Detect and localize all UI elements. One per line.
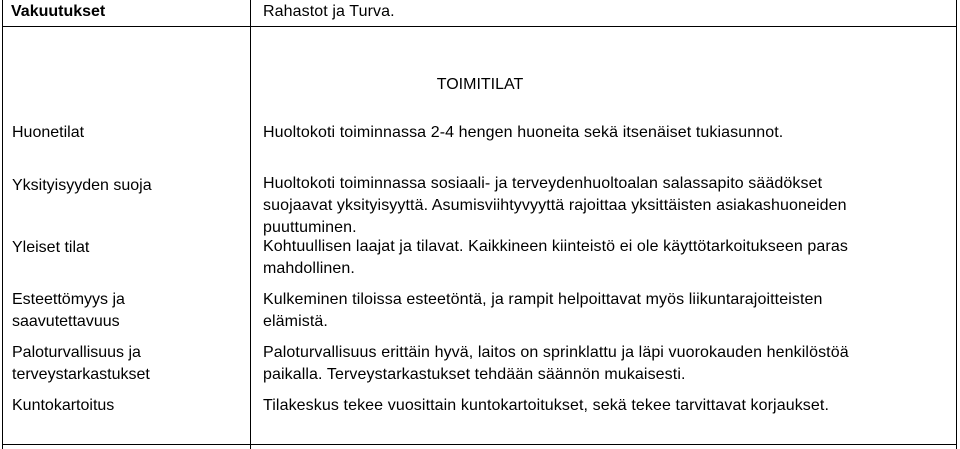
row-value-line: Paloturvallisuus erittäin hyvä, laitos on sprinklattu ja läpi vuorokauden henkilöstöä — [263, 344, 849, 361]
row-value-yleiset-tilat — [263, 236, 953, 280]
row-label-line: Esteettömyys ja — [12, 291, 125, 308]
row-label-line: saavutettavuus — [12, 313, 120, 330]
row-value-paloturvallisuus — [263, 342, 953, 386]
row-label-yleiset-tilat: Yleiset tilat — [12, 239, 90, 256]
row-label-line: Paloturvallisuus ja — [12, 344, 141, 361]
row-value-line: mahdollinen. — [263, 260, 355, 277]
row-value-esteettomyys — [263, 289, 953, 333]
header-label: Vakuutukset — [11, 3, 106, 20]
row-label-kuntokartoitus: Kuntokartoitus — [12, 397, 115, 414]
row-value-yksityisyyden-suoja — [263, 173, 953, 239]
section-title: TOIMITILAT — [436, 76, 524, 93]
row-label-esteettomyys — [12, 289, 237, 333]
row-value-line: elämistä. — [263, 313, 328, 330]
row-value-line: Huoltokoti toiminnassa sosiaali- ja terveydenhuoltoalan salassapito säädökset — [263, 175, 823, 192]
row-value-line: paikalla. Terveystarkastukset tehdään säännön mukaisesti. — [263, 366, 686, 383]
row-value-line: suojaavat yksityisyyttä. Asumisviihtyvyyttä rajoittaa yksittäisten asiakashuoneiden — [263, 197, 847, 214]
row-label-yksityisyyden-suoja: Yksityisyyden suoja — [12, 177, 152, 194]
row-value-line: Kulkeminen tiloissa esteetöntä, ja rampit helpoittavat myös liikuntarajoitteisten — [263, 291, 823, 308]
row-value-line: Kohtuullisen laajat ja tilavat. Kaikkineen kiinteistö ei ole käyttötarkoitukseen paras — [263, 238, 848, 255]
header-value: Rahastot ja Turva. — [263, 3, 395, 20]
table-column-divider — [250, 0, 251, 449]
row-value-line: puuttuminen. — [263, 219, 357, 236]
header-row-divider — [2, 26, 957, 27]
table-border-right — [956, 0, 957, 449]
row-value-kuntokartoitus: Tilakeskus tekee vuosittain kuntokartoitukset, sekä tekee tarvittavat korjaukset. — [263, 397, 829, 414]
row-value-huonetilat: Huoltokoti toiminnassa 2-4 hengen huoneita sekä itsenäiset tukiasunnot. — [263, 124, 784, 141]
table-border-left — [2, 0, 3, 449]
table-border-bottom — [2, 444, 957, 445]
row-label-line: terveystarkastukset — [12, 366, 150, 383]
row-label-huonetilat: Huonetilat — [12, 124, 85, 141]
row-label-paloturvallisuus — [12, 342, 237, 386]
